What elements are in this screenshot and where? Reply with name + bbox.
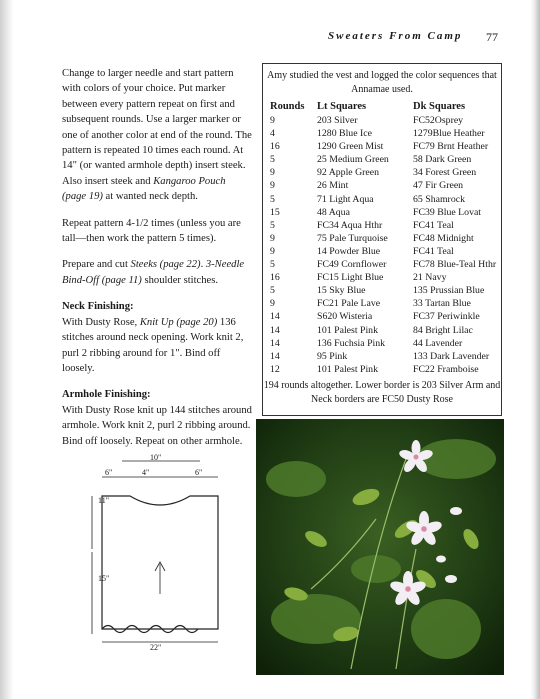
table-row	[263, 284, 501, 297]
cell-rounds: 9	[270, 180, 275, 192]
cell-lt-square: FC34 Aqua Hthr	[317, 219, 383, 231]
cell-dk-square: 65 Shamrock	[413, 193, 465, 205]
cell-rounds: 9	[270, 232, 275, 244]
cell-lt-square: 203 Silver	[317, 115, 358, 126]
header-lt-squares: Lt Squares	[317, 101, 367, 112]
table-row	[263, 297, 501, 310]
header-dk-squares: Dk Squares	[413, 101, 466, 112]
table-row	[263, 350, 501, 363]
cell-dk-square: 34 Forest Green	[413, 167, 477, 179]
cell-rounds: 5	[270, 259, 275, 271]
cell-dk-square: 133 Dark Lavender	[413, 350, 490, 362]
cell-lt-square: 75 Pale Turquoise	[317, 232, 388, 244]
pattern-instructions	[62, 66, 252, 460]
cell-rounds: 9	[270, 245, 275, 257]
cell-dk-square: 33 Tartan Blue	[413, 298, 471, 310]
cell-rounds: 15	[270, 206, 280, 218]
cell-rounds: 9	[270, 115, 275, 126]
cell-lt-square: 1290 Green Mist	[317, 141, 384, 153]
cell-lt-square: 136 Fuchsia Pink	[317, 337, 386, 349]
cell-lt-square: FC49 Cornflower	[317, 259, 387, 271]
cell-rounds: 5	[270, 219, 275, 231]
table-row	[263, 166, 501, 179]
table-row	[263, 258, 501, 271]
table-row	[263, 245, 501, 258]
cell-dk-square: FC48 Midnight	[413, 232, 474, 244]
vest-schematic	[62, 444, 237, 654]
table-row	[263, 324, 501, 337]
table-row	[263, 232, 501, 245]
label-top-width: 10"	[150, 453, 162, 462]
label-shoulder-left: 6"	[105, 468, 113, 477]
cell-lt-square: 15 Sky Blue	[317, 285, 366, 297]
paragraph-repeat: Repeat pattern 4-1/2 times (unless you are tall—then work the pattern 5 times).	[62, 217, 241, 245]
cell-dk-square: 135 Prussian Blue	[413, 285, 485, 297]
cell-dk-square: FC39 Blue Lovat	[413, 206, 482, 218]
table-row	[263, 206, 501, 219]
cell-dk-square: FC41 Teal	[413, 219, 454, 231]
label-bottom-width: 22"	[150, 643, 162, 652]
flower-photo	[256, 419, 504, 675]
table-row	[263, 193, 501, 206]
cell-dk-square: 47 Fir Green	[413, 180, 464, 192]
cell-lt-square: 48 Aqua	[317, 206, 350, 218]
cell-dk-square: FC78 Blue-Teal Hthr	[413, 259, 497, 271]
cell-dk-square: FC37 Periwinkle	[413, 311, 480, 323]
cell-lt-square: 1280 Blue Ice	[317, 128, 372, 140]
paragraph-neck: With Dusty Rose, Knit Up (page 20) 136 stitches around neck opening. Work knit 2, purl 2 ribbing around for 1". Bind off loosely.	[62, 316, 244, 374]
cell-lt-square: 14 Powder Blue	[317, 245, 381, 257]
label-shoulder-right: 6"	[195, 468, 203, 477]
cell-rounds: 5	[270, 193, 275, 205]
neck-finishing-heading: Neck Finishing:	[62, 301, 134, 313]
cell-rounds: 14	[270, 350, 280, 362]
table-footer: 194 rounds altogether. Lower border is 203 Silver Arm and Neck borders are FC50 Dusty Rose	[263, 380, 501, 405]
cell-rounds: 4	[270, 128, 275, 140]
cell-dk-square: FC41 Teal	[413, 245, 454, 257]
cell-dk-square: FC22 Framboise	[413, 363, 479, 375]
cell-lt-square: 25 Medium Green	[317, 154, 389, 166]
cell-lt-square: 95 Pink	[317, 350, 348, 362]
cell-rounds: 14	[270, 324, 280, 336]
paragraph-armhole: With Dusty Rose knit up 144 stitches around armhole. Work knit 2, purl 2 ribbing around. Bind off loosely. Repeat on other armhole.	[62, 404, 252, 447]
running-header-title: Sweaters From Camp	[328, 30, 463, 42]
label-neck: 4"	[142, 468, 150, 477]
table-row	[263, 140, 501, 153]
cell-lt-square: 26 Mint	[317, 180, 349, 192]
page-number: 77	[486, 30, 498, 44]
cell-rounds: 9	[270, 167, 275, 179]
vest-schematic-drawing	[62, 444, 237, 654]
cell-lt-square: S620 Wisteria	[317, 311, 373, 323]
label-body-length: 15"	[98, 574, 110, 583]
paragraph-steeks: Prepare and cut Steeks (page 22). 3-Needle Bind-Off (page 11) shoulder stitches.	[62, 259, 245, 286]
cell-lt-square: 101 Palest Pink	[317, 363, 378, 375]
cell-rounds: 16	[270, 272, 280, 284]
cell-rounds: 16	[270, 141, 280, 153]
cell-dk-square: FC52Osprey	[413, 115, 464, 126]
page-gutter-shadow	[0, 0, 14, 699]
color-sequence-table	[262, 63, 502, 416]
cell-rounds: 5	[270, 285, 275, 297]
cell-dk-square: FC79 Brnt Heather	[413, 141, 489, 153]
table-caption: Amy studied the vest and logged the color sequences that Annamae used.	[267, 70, 497, 95]
cell-lt-square: FC21 Pale Lave	[317, 298, 381, 310]
table-rows	[263, 114, 501, 376]
cell-rounds: 5	[270, 154, 275, 166]
cell-dk-square: 21 Navy	[413, 272, 447, 284]
table-row	[263, 310, 501, 323]
label-armhole-depth: 11"	[98, 496, 109, 505]
cell-rounds: 9	[270, 298, 275, 310]
cell-dk-square: 58 Dark Green	[413, 154, 472, 166]
table-row	[263, 153, 501, 166]
header-rounds: Rounds	[270, 101, 305, 112]
table-row	[263, 363, 501, 376]
cell-rounds: 12	[270, 363, 280, 375]
table-row	[263, 271, 501, 284]
cell-dk-square: 1279Blue Heather	[413, 128, 485, 140]
cell-lt-square: 92 Apple Green	[317, 167, 380, 179]
cell-lt-square: 101 Palest Pink	[317, 324, 378, 336]
page-edge-shadow	[530, 0, 540, 699]
armhole-finishing-heading: Armhole Finishing:	[62, 389, 151, 401]
cell-lt-square: 71 Light Aqua	[317, 193, 374, 205]
table-row	[263, 114, 501, 127]
cell-rounds: 14	[270, 311, 280, 323]
paragraph-pattern: Change to larger needle and start pattern with colors of your choice. Put marker between every pattern repeat on first and subsequent rounds. Use a larger marker or one of another color at end of the round. The pattern is repeated 10 times each round. At 14" (or wanted armhole depth) insert steek. Also insert steek and Kangaroo Pouch (page 19) at wanted neck depth.	[62, 68, 252, 203]
cell-rounds: 14	[270, 337, 280, 349]
cell-dk-square: 84 Bright Lilac	[413, 324, 473, 336]
cell-dk-square: 44 Lavender	[413, 337, 463, 349]
table-row	[263, 179, 501, 192]
cell-lt-square: FC15 Light Blue	[317, 272, 384, 284]
table-row	[263, 127, 501, 140]
table-row	[263, 219, 501, 232]
table-row	[263, 337, 501, 350]
